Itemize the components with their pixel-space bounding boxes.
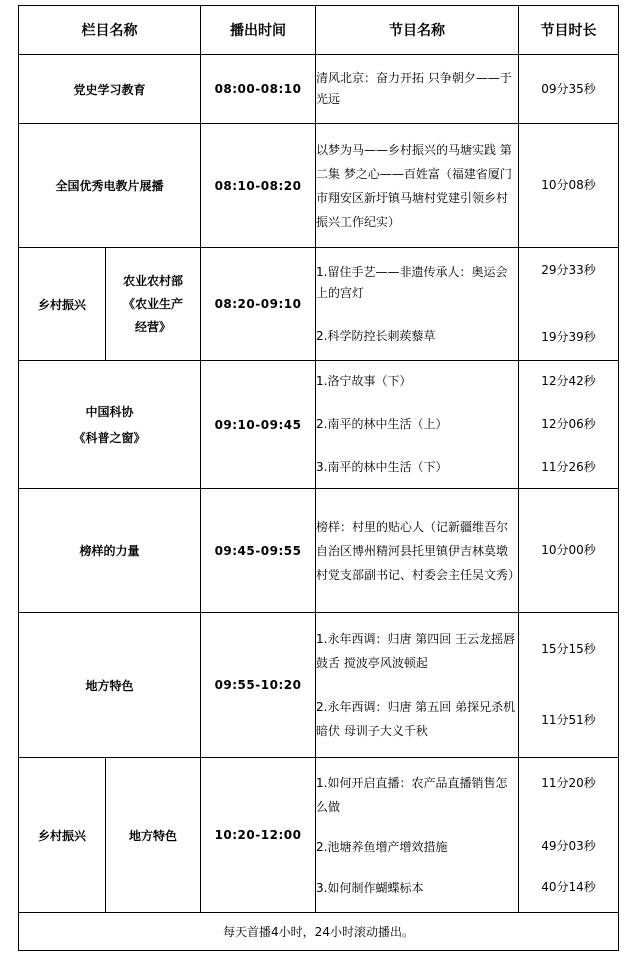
subcolumn-name-cell xyxy=(106,248,201,361)
duration-cell xyxy=(519,758,619,913)
subcolumn-line: 《农业生产 xyxy=(122,296,183,311)
duration-item: 11分26秒 xyxy=(541,460,596,474)
table-row xyxy=(19,489,619,613)
program-item: 3.如何制作蝴蝶标本 xyxy=(316,881,424,895)
air-time-cell: 08:10-08:20 xyxy=(201,124,316,248)
subcolumn-name-cell: 地方特色 xyxy=(106,758,201,913)
program-item: 以梦为马——乡村振兴的马塘实践 第二集 梦之心——百姓富（福建省厦门市翔安区新圩镇马塘村党建引领乡村振兴工作纪实） xyxy=(316,142,512,229)
program-name-cell xyxy=(316,758,519,913)
column-name-line: 《科普之窗》 xyxy=(73,430,146,445)
program-item: 2.池塘养鱼增产增效措施 xyxy=(316,840,448,854)
duration-cell xyxy=(519,489,619,613)
column-name-cell: 党史学习教育 xyxy=(19,55,201,124)
column-name-cell: 乡村振兴 xyxy=(19,248,106,361)
duration-item: 29分33秒 xyxy=(541,263,596,277)
duration-cell xyxy=(519,613,619,758)
footer-note: 每天首播4小时，24小时滚动播出。 xyxy=(19,913,619,951)
program-name-cell xyxy=(316,248,519,361)
table-row xyxy=(19,613,619,758)
program-item: 清风北京：奋力开拓 只争朝夕——于光远 xyxy=(316,71,512,106)
duration-item: 10分08秒 xyxy=(541,178,596,192)
subcolumn-line: 经营》 xyxy=(134,319,171,334)
table-row xyxy=(19,758,619,913)
duration-cell xyxy=(519,361,619,489)
air-time-cell: 09:10-09:45 xyxy=(201,361,316,489)
header-air-time: 播出时间 xyxy=(201,6,316,55)
program-item: 2.永年西调：归唐 第五回 弟探兄杀机暗伏 母训子大义千秋 xyxy=(316,700,516,738)
duration-item: 12分42秒 xyxy=(541,374,596,388)
program-item: 1.洛宁故事（下） xyxy=(316,374,412,388)
table-row xyxy=(19,248,619,361)
program-name-cell xyxy=(316,55,519,124)
program-name-cell xyxy=(316,361,519,489)
column-name-cell: 榜样的力量 xyxy=(19,489,201,613)
table-row xyxy=(19,55,619,124)
program-item: 2.南平的林中生活（上） xyxy=(316,417,448,431)
air-time-cell: 08:00-08:10 xyxy=(201,55,316,124)
header-row xyxy=(19,6,619,55)
program-name-cell xyxy=(316,489,519,613)
program-item: 榜样：村里的贴心人（记新疆维吾尔自治区博州精河县托里镇伊吉林莫墩村党支部副书记、村委会主任吴文秀） xyxy=(316,519,521,582)
schedule-table xyxy=(18,5,619,951)
program-name-cell xyxy=(316,124,519,248)
column-name-line: 中国科协 xyxy=(85,404,134,419)
duration-item: 19分39秒 xyxy=(541,330,596,344)
table-row xyxy=(19,124,619,248)
column-name-cell xyxy=(19,361,201,489)
program-name-cell xyxy=(316,613,519,758)
duration-cell xyxy=(519,55,619,124)
duration-cell xyxy=(519,124,619,248)
duration-item: 09分35秒 xyxy=(541,81,596,96)
air-time-cell: 09:55-10:20 xyxy=(201,613,316,758)
program-item: 3.南平的林中生活（下） xyxy=(316,460,448,474)
header-duration: 节目时长 xyxy=(519,6,619,55)
duration-item: 11分20秒 xyxy=(541,775,596,790)
duration-item: 49分03秒 xyxy=(541,838,596,853)
air-time-cell: 09:45-09:55 xyxy=(201,489,316,613)
duration-cell xyxy=(519,248,619,361)
duration-item: 12分06秒 xyxy=(541,417,596,431)
header-program-name: 节目名称 xyxy=(316,6,519,55)
program-item: 1.留住手艺——非遗传承人：奥运会上的宫灯 xyxy=(316,264,508,300)
duration-item: 10分00秒 xyxy=(541,543,596,557)
program-item: 1.如何开启直播：农产品直播销售怎么做 xyxy=(316,776,508,814)
subcolumn-line: 农业农村部 xyxy=(122,273,183,288)
duration-item: 11分51秒 xyxy=(541,713,596,727)
header-column-name: 栏目名称 xyxy=(19,6,201,55)
column-name-cell: 地方特色 xyxy=(19,613,201,758)
column-name-cell: 乡村振兴 xyxy=(19,758,106,913)
air-time-cell: 10:20-12:00 xyxy=(201,758,316,913)
duration-item: 15分15秒 xyxy=(541,642,596,656)
table-row xyxy=(19,361,619,489)
air-time-cell: 08:20-09:10 xyxy=(201,248,316,361)
program-item: 1.永年西调：归唐 第四回 王云龙摇唇鼓舌 搅波亭风波顿起 xyxy=(316,632,516,670)
footer-row xyxy=(19,913,619,951)
column-name-cell: 全国优秀电教片展播 xyxy=(19,124,201,248)
duration-item: 40分14秒 xyxy=(541,879,596,894)
program-item: 2.科学防控长刺蒺藜草 xyxy=(316,328,436,343)
